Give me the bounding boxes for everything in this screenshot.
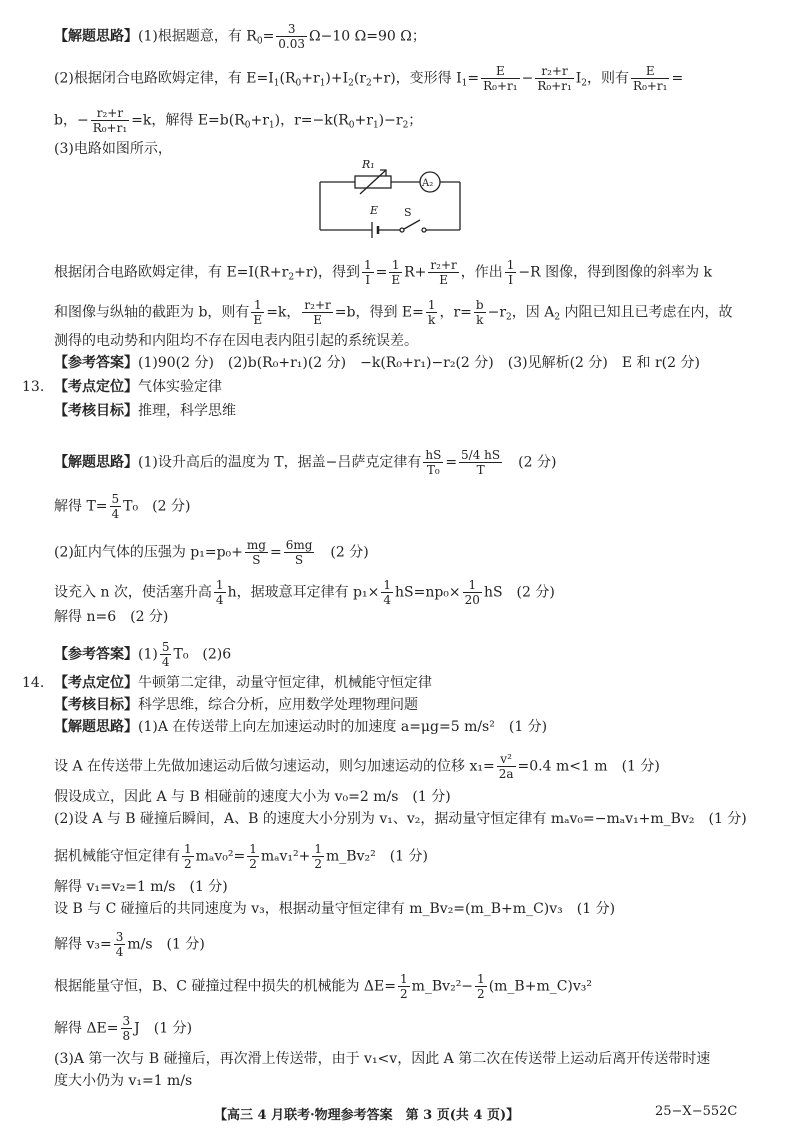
q13-number: 13. — [22, 379, 45, 395]
s-label: S — [404, 206, 412, 219]
q14-number: 14. — [22, 675, 45, 691]
q12-line-2: (2)根据闭合电路欧姆定律，有 $E=I_1(R_0+r_1)+I_2(r_2+r)$，变形得 $I_1=$ $\frac{E}{\text{R₀+r₁}}$ − $\frac{\text{r₂+r}}{\text{R₀+r₁}}$ $I_2$，则有 $\frac{E}{\text{R₀+r₁}}$ = — [54, 64, 684, 93]
q14-line-11: 根据能量守恒，B、C 碰撞过程中损失的机械能为 ΔE= $\frac{1}{2}$ m_Bv₂²− $\frac{1}{2}$ (m_B+m_C)v₃² — [54, 972, 593, 1001]
e-label: E — [370, 204, 379, 217]
q12-line-3: b，− $\frac{\text{r₂+r}}{\text{R₀+r₁}}$ =k，解得 $E=b(R_0+r_1)$，$r=-k(R_0+r_1)-r_2$； — [54, 106, 423, 135]
q12-answer: 【参考答案】(1)90(2 分) (2)b(R₀+r₁)(2 分) −k(R₀+r₁)−r₂(2 分) (3)见解析(2 分) E 和 r(2 分) — [54, 355, 700, 371]
q14-goal: 【考核目标】科学思维，综合分析，应用数学处理物理问题 — [54, 697, 418, 713]
q14-line-9: 设 B 与 C 碰撞后的共同速度为 v₃，根据动量守恒定律有 m_Bv₂=(m_B+m_C)v₃ (1 分) — [54, 901, 616, 917]
q13-line-5: (2)缸内气体的压强为 p₁=p₀+ $\frac{mg}{S}$ = $\frac{6mg}{S}$ (2 分) — [54, 538, 369, 567]
q14-line-7: 据机械能守恒定律有 $\frac{1}{2}$ mₐv₀²= $\frac{1}{2}$ mₐv₁²+ $\frac{1}{2}$ m_Bv₂² (1 分) — [54, 842, 428, 871]
q13-line-6: 设充入 n 次，使活塞升高 $\frac{1}{4}$ h，据玻意耳定律有 p₁× $\frac{1}{4}$ hS=np₀× $\frac{1}{20}$ hS (2 分) — [54, 578, 555, 607]
q12-line-1: 【解题思路】(1)根据题意，有 $R_0=$ $\frac{3}{0.03}$ Ω−10 Ω=90 Ω； — [54, 22, 426, 51]
circuit-diagram — [300, 152, 480, 242]
q13-line-3: 【解题思路】(1)设升高后的温度为 T，据盖−吕萨克定律有 $\frac{hS}{\text{T₀}}$ = $\frac{5/4 hS}{T}$ (2 分) — [54, 448, 557, 477]
q12-line-6: 和图像与纵轴的截距为 b，则有 $\frac{1}{E}$ =k， $\frac{\text{r₂+r}}{E}$ =b，得到 E= $\frac{1}{k}$ ，r= $\frac{b}{k}$ $-r_2$，因 $A_2$ 内阻已知且已考虑在内，故 — [54, 298, 733, 327]
q14-line-13: (3)A 第一次与 B 碰撞后，再次滑上传送带，由于 v₁<v，因此 A 第二次在传送带上运动后离开传送带时速 — [54, 1051, 711, 1067]
q13-topic: 【考点定位】气体实验定律 — [54, 379, 222, 395]
q14-line-14: 度大小仍为 v₁=1 m/s — [54, 1073, 193, 1089]
footer-title: 【高三 4 月联考·物理参考答案 第 3 页(共 4 页)】 — [214, 1108, 520, 1123]
footer-code: 25−X−552C — [655, 1104, 738, 1119]
q14-topic: 【考点定位】牛顿第二定律，动量守恒定律，机械能守恒定律 — [54, 675, 432, 691]
q14-line-10: 解得 v₃= $\frac{3}{4}$ m/s (1 分) — [54, 930, 205, 959]
q14-line-5: 假设成立，因此 A 与 B 相碰前的速度大小为 v₀=2 m/s (1 分) — [54, 789, 451, 805]
a2-label: A₂ — [422, 178, 434, 189]
q12-line-7: 测得的电动势和内阻均不存在因电表内阻引起的系统误差。 — [54, 333, 418, 349]
switch-symbol — [404, 220, 420, 229]
q14-line-3: 【解题思路】(1)A 在传送带上向左加速运动时的加速度 a=μg=5 m/s² (1 分) — [54, 719, 548, 735]
q12-line-4: (3)电路如图所示， — [54, 141, 172, 157]
q12-line-5: 根据闭合电路欧姆定律，有 $E=I(R+r_2+r)$，得到 $\frac{1}{I}$ = $\frac{1}{E}$ R+ $\frac{\text{r₂+r}}{E}$ ，作出 $\frac{1}{I}$ −R 图像，得到图像的斜率为 k — [54, 258, 713, 287]
q14-line-12: 解得 ΔE= $\frac{3}{8}$ J (1 分) — [54, 1014, 193, 1043]
q13-goal: 【考核目标】推理，科学思维 — [54, 403, 236, 419]
q13-line-4: 解得 T= $\frac{5}{4}$ T₀ (2 分) — [54, 492, 191, 521]
r1-label: R₁ — [362, 158, 375, 171]
q13-answer: 【参考答案】(1) $\frac{5}{4}$ T₀ (2)6 — [54, 640, 232, 669]
q14-line-6: (2)设 A 与 B 碰撞后瞬间，A、B 的速度大小分别为 v₁、v₂，据动量守恒定律有 mₐv₀=−mₐv₁+m_Bv₂ (1 分) — [54, 811, 747, 827]
fraction: $\frac{3}{0.03}$ — [278, 22, 306, 51]
q14-line-4: 设 A 在传送带上先做加速运动后做匀速运动，则匀加速运动的位移 x₁= $\frac{\text{v²}}{2a}$ =0.4 m<1 m (1 分) — [54, 752, 660, 781]
q13-line-7: 解得 n=6 (2 分) — [54, 609, 169, 625]
q14-line-8: 解得 v₁=v₂=1 m/s (1 分) — [54, 879, 228, 895]
